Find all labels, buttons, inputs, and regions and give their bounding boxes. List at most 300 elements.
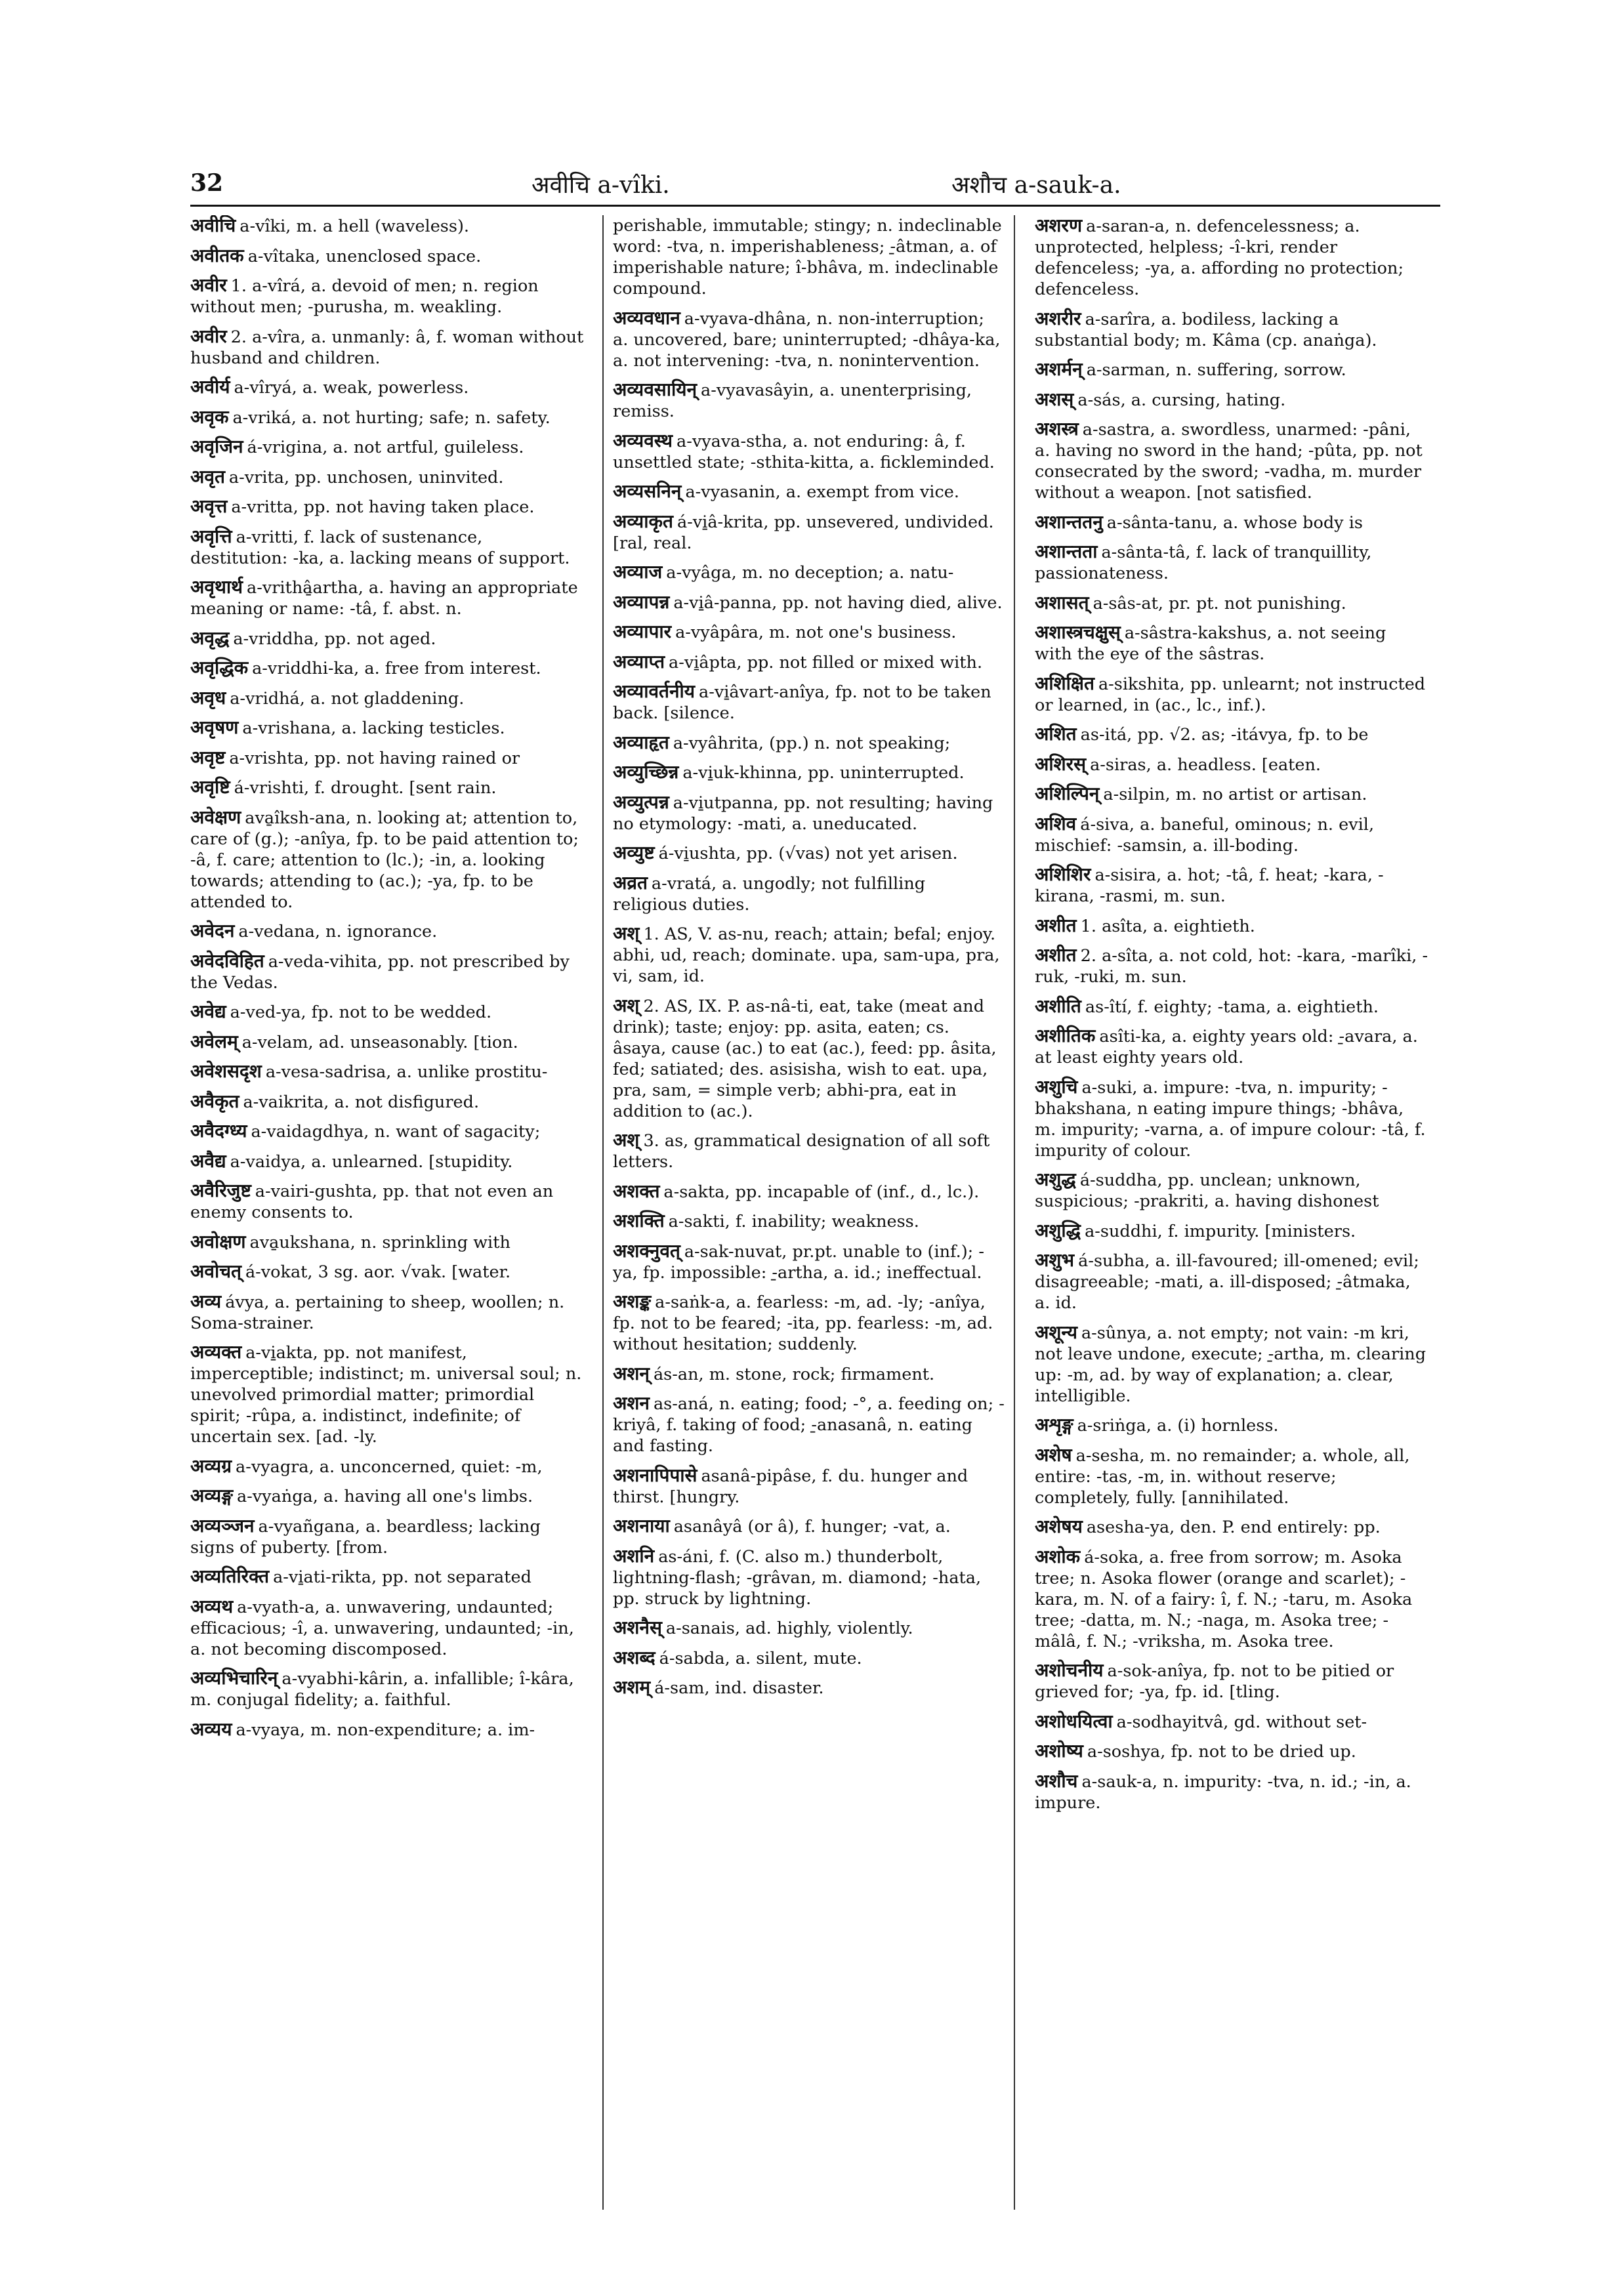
entry-headword: अशीति bbox=[1035, 995, 1081, 1017]
dictionary-entry bbox=[613, 1546, 1005, 1609]
entry-definition: a-sarman, n. suffering, sorrow. bbox=[1086, 360, 1346, 380]
entry-headword: अवेलम् bbox=[190, 1030, 238, 1052]
entry-headword: अशीतिक bbox=[1035, 1025, 1096, 1046]
entry-headword: अवृद्धिक bbox=[190, 657, 249, 678]
entry-definition: as-îtí, f. eighty; -tama, a. eightieth. bbox=[1085, 997, 1379, 1017]
dictionary-entry bbox=[190, 496, 584, 518]
entry-headword: अशोधयित्वा bbox=[1035, 1710, 1113, 1732]
entry-headword: अशक्ति bbox=[613, 1210, 665, 1231]
entry-definition: a-vyaya, m. non-expenditure; a. im- bbox=[236, 1720, 535, 1740]
entry-headword: अशनाया bbox=[613, 1515, 670, 1537]
entry-definition: a-vi̱ati-rikta, pp. not separated bbox=[273, 1567, 531, 1587]
entry-definition: a-sisira, a. hot; -tâ, f. heat; -kara, -kirana, -rasmi, m. sun. bbox=[1035, 865, 1384, 906]
entry-definition: a-vritta, pp. not having taken place. bbox=[231, 497, 535, 517]
entry-headword: अशङ्क bbox=[613, 1291, 652, 1312]
dictionary-entry bbox=[190, 1121, 584, 1142]
entry-definition: a-ved-ya, fp. not to be wedded. bbox=[230, 1003, 492, 1022]
dictionary-entry bbox=[190, 326, 584, 369]
entry-headword: अशम् bbox=[613, 1676, 651, 1698]
dictionary-entry bbox=[190, 1001, 584, 1023]
entry-definition: asesha-ya, den. P. end entirely: pp. bbox=[1086, 1518, 1381, 1537]
dictionary-entry bbox=[613, 732, 1005, 754]
entry-headword: अव्यापार bbox=[613, 621, 672, 642]
entry-definition: a-vairi-gushta, pp. that not even an enemy consents to. bbox=[190, 1182, 554, 1222]
entry-headword: अव्य bbox=[190, 1290, 222, 1312]
entry-headword: अव्याज bbox=[613, 561, 663, 583]
dictionary-entry bbox=[190, 657, 584, 679]
entry-definition: a-vyava-stha, a. not enduring: â, f. unsettled state; -sthita-kitta, a. fickleminded. bbox=[613, 431, 995, 472]
entry-headword: अशीत bbox=[1035, 944, 1077, 966]
entry-headword: अव्रत bbox=[613, 871, 648, 894]
entry-headword: अवैकृत bbox=[190, 1090, 239, 1112]
entry-definition: a-vyaṅga, a. having all one's limbs. bbox=[236, 1487, 533, 1506]
entry-definition: as-itá, pp. √2. as; -itávya, fp. to be bbox=[1080, 725, 1369, 745]
entry-headword: अशब्द bbox=[613, 1646, 656, 1668]
entry-headword: अव्यञ्जन bbox=[190, 1514, 255, 1537]
entry-headword: अव्यावर्तनीय bbox=[613, 680, 696, 702]
dictionary-entry bbox=[1035, 215, 1428, 300]
entry-definition: a-saran-a, n. defencelessness; a. unprotected, helpless; -î-kri, render defenceless; -ya, a. affording no protection; defenceless. bbox=[1035, 217, 1404, 299]
entry-definition: a-vyagra, a. unconcerned, quiet: -m, bbox=[236, 1457, 543, 1477]
dictionary-entry bbox=[190, 1261, 584, 1283]
dictionary-entry bbox=[190, 407, 584, 428]
dictionary-entry bbox=[1035, 1660, 1428, 1703]
dictionary-entry bbox=[1035, 1546, 1428, 1652]
entry-headword: अवीर bbox=[190, 274, 227, 296]
entry-definition: á-vrishti, f. drought. [sent rain. bbox=[234, 778, 497, 798]
entry-definition: ás-an, m. stone, rock; firmament. bbox=[653, 1364, 935, 1384]
entry-definition: 3. as, grammatical designation of all soft letters. bbox=[613, 1131, 990, 1172]
entry-headword: अशिक्षित bbox=[1035, 672, 1094, 694]
dictionary-entry bbox=[190, 215, 584, 237]
dictionary-entry bbox=[1035, 915, 1428, 937]
dictionary-page bbox=[190, 164, 1440, 2211]
dictionary-entry bbox=[190, 807, 584, 913]
entry-headword: अशस् bbox=[1035, 388, 1074, 410]
entry-definition: a-vriká, a. not hurting; safe; n. safety. bbox=[232, 407, 551, 428]
running-header bbox=[190, 164, 1440, 207]
entry-definition: a-silpin, m. no artist or artisan. bbox=[1103, 785, 1367, 804]
entry-headword: अवोक्षण bbox=[190, 1230, 246, 1252]
entry-headword: अशिरस् bbox=[1035, 753, 1087, 775]
dictionary-entry bbox=[190, 1566, 584, 1588]
dictionary-entry bbox=[1035, 754, 1428, 775]
dictionary-entry bbox=[190, 717, 584, 739]
dictionary-entry bbox=[613, 792, 1005, 835]
dictionary-entry bbox=[1035, 1415, 1428, 1436]
entry-headword: अशनि bbox=[613, 1544, 655, 1567]
entry-headword: अव्यक्त bbox=[190, 1341, 242, 1363]
dictionary-entry bbox=[1035, 864, 1428, 907]
dictionary-entry bbox=[190, 951, 584, 993]
entry-definition: a-vi̱âvart-anîya, fp. not to be taken back. [silence. bbox=[613, 682, 991, 723]
entry-headword: अवेशसदृश bbox=[190, 1060, 262, 1082]
entry-definition: a-vaidya, a. unlearned. [stupidity. bbox=[230, 1151, 513, 1172]
entry-definition: a-vritti, f. lack of sustenance, destitution: -ka, a. lacking means of support. bbox=[190, 527, 570, 568]
dictionary-entry bbox=[1035, 592, 1428, 614]
entry-definition: a-sânta-tâ, f. lack of tranquillity, passionateness. bbox=[1035, 543, 1372, 583]
entry-definition: á-vi̱ushta, pp. (√vas) not yet arisen. bbox=[658, 844, 958, 863]
column-2 bbox=[602, 215, 1015, 2210]
dictionary-entry bbox=[1035, 724, 1428, 745]
entry-definition: a-vrithâ̱artha, a. having an appropriate meaning or name: -tâ, f. abst. n. bbox=[190, 578, 578, 619]
dictionary-entry bbox=[190, 1485, 584, 1507]
dictionary-entry bbox=[1035, 1250, 1428, 1313]
entry-definition: 2. a-vîra, a. unmanly: â, f. woman without husband and children. bbox=[190, 327, 584, 368]
entry-headword: अशरण bbox=[1035, 215, 1083, 236]
entry-headword: अव्युत्पन्न bbox=[613, 791, 669, 813]
entry-definition: a-velam, ad. unseasonably. [tion. bbox=[241, 1032, 518, 1052]
entry-headword: अशुचि bbox=[1035, 1075, 1078, 1098]
dictionary-entry bbox=[613, 308, 1005, 371]
dictionary-entry bbox=[190, 1231, 584, 1253]
entry-definition: a-sriṅga, a. (i) hornless. bbox=[1077, 1416, 1279, 1436]
entry-headword: अशिल्पिन् bbox=[1035, 783, 1100, 804]
dictionary-entry bbox=[613, 1516, 1005, 1537]
entry-headword: अव्यग्र bbox=[190, 1455, 232, 1477]
dictionary-entry bbox=[613, 1677, 1005, 1699]
entry-definition: a-suki, a. impure: -tva, n. impurity; -bhakshana, n eating impure things; -bhâva, m. impurity; -varna, a. of impure colour: -tâ, f. impurity of colour. bbox=[1035, 1077, 1426, 1161]
entry-headword: अशुद्ध bbox=[1035, 1168, 1076, 1190]
entry-headword: अशौच bbox=[1035, 1769, 1078, 1792]
entry-definition: a-vrishana, a. lacking testicles. bbox=[242, 718, 505, 738]
dictionary-entry bbox=[1035, 1169, 1428, 1212]
entry-headword: अवैदग्ध्य bbox=[190, 1120, 247, 1142]
entry-definition: a-sanais, ad. highly, violently. bbox=[665, 1619, 913, 1638]
entry-definition: a-sesha, m. no remainder; a. whole, all, entire: -tas, -m, in. without reserve; completely, fully. [annihilated. bbox=[1035, 1445, 1410, 1508]
entry-definition: 2. AS, IX. P. as-nâ-ti, eat, take (meat and drink); taste; enjoy: pp. asita, eaten; cs. âsaya, cause (ac.) to eat (ac.), feed: pp. âsita, fed; satiated; des. asisisha, wish to eat. upa, pra, sam, = simple verb; abhi-pra, eat in addition to (ac.). bbox=[613, 996, 997, 1121]
entry-headword: अश् bbox=[613, 1129, 640, 1151]
entry-definition: a-sakti, f. inability; weakness. bbox=[668, 1212, 919, 1231]
dictionary-entry bbox=[1035, 389, 1428, 411]
entry-definition: a-veda-vihita, pp. not prescribed by the Vedas. bbox=[190, 951, 570, 993]
entry-headword: अव्यापन्न bbox=[613, 590, 670, 613]
entry-definition: a-vîryá, a. weak, powerless. bbox=[234, 378, 469, 398]
dictionary-entry bbox=[190, 1061, 584, 1083]
entry-definition: a-vyabhi-kârin, a. infallible; î-kâra, m. conjugal fidelity; a. faithful. bbox=[190, 1669, 574, 1710]
dictionary-entry bbox=[1035, 1322, 1428, 1407]
entry-headword: अव्यथ bbox=[190, 1595, 234, 1617]
entry-headword: अवेदन bbox=[190, 920, 235, 941]
dictionary-entry bbox=[1035, 1741, 1428, 1762]
entry-definition: a-vrishta, pp. not having rained or bbox=[229, 748, 520, 768]
dictionary-entry bbox=[613, 1181, 1005, 1203]
entry-definition: á-siva, a. baneful, ominous; n. evil, mischief: -samsin, a. ill-boding. bbox=[1035, 814, 1375, 856]
entry-definition: a-sakta, pp. incapable of (inf., d., lc.). bbox=[663, 1182, 980, 1202]
dictionary-entry bbox=[613, 481, 1005, 503]
dictionary-entry bbox=[190, 1719, 584, 1741]
entry-headword: अशनापिपासे bbox=[613, 1464, 697, 1486]
entry-definition: a-vratá, a. ungodly; not fulfilling religious duties. bbox=[613, 873, 926, 915]
dictionary-entry bbox=[190, 777, 584, 798]
entry-definition: as-aná, n. eating; food; -°, a. feeding on; -kriyâ, f. taking of food; -̱anasanâ, n. eating and fasting. bbox=[613, 1394, 1005, 1456]
entry-headword: अवीर्य bbox=[190, 376, 230, 398]
entry-definition: á-soka, a. free from sorrow; m. Asoka tree; n. Asoka flower (orange and scarlet); -kara, m. N. of a fairy: î, f. N.; -taru, m. Asoka tree; -datta, m. N.; -naga, m. Asoka tree; -mâlâ, f. N.; -vriksha, m. Asoka tree. bbox=[1035, 1547, 1413, 1651]
entry-definition: a-sâs-at, pr. pt. not punishing. bbox=[1093, 593, 1346, 613]
entry-definition: a-sás, a. cursing, hating. bbox=[1077, 390, 1286, 410]
entry-headword: अशस्त्र bbox=[1035, 418, 1079, 440]
entry-definition: 1. a-vîrá, a. devoid of men; n. region without men; -purusha, m. weakling. bbox=[190, 276, 539, 317]
dictionary-entry bbox=[190, 1596, 584, 1660]
dictionary-entry bbox=[1035, 541, 1428, 584]
entry-definition: a-vesa-sadrisa, a. unlike prostitu- bbox=[265, 1062, 548, 1082]
entry-headword: अशान्ततनु bbox=[1035, 510, 1103, 533]
entry-headword: अवृष्टि bbox=[190, 776, 230, 798]
entry-headword: अवृद्ध bbox=[190, 627, 230, 649]
entry-headword: अशास्त्रचक्षुस् bbox=[1035, 621, 1121, 643]
dictionary-entry bbox=[190, 1031, 584, 1053]
entry-headword: अशेषय bbox=[1035, 1516, 1083, 1537]
entry-headword: अशान्तता bbox=[1035, 541, 1098, 562]
entry-definition: a-vridhá, a. not gladdening. bbox=[230, 688, 465, 709]
entry-definition: asîti-ka, a. eighty years old: -̱avara, a. at least eighty years old. bbox=[1035, 1027, 1418, 1067]
entry-headword: अवीचि bbox=[190, 215, 236, 236]
entry-headword: अवेदविहित bbox=[190, 949, 264, 972]
entry-headword: अवृष्ट bbox=[190, 746, 226, 768]
entry-definition: a-sûnya, a. not empty; not vain: -m kri, not leave undone, execute; -̱artha, m. clearing up: -m, ad. by way of explanation; a. clear, intelligible. bbox=[1035, 1323, 1426, 1406]
entry-headword: अशोष्य bbox=[1035, 1740, 1083, 1762]
dictionary-entry bbox=[613, 592, 1005, 613]
dictionary-entry bbox=[190, 1342, 584, 1447]
entry-definition: a-sarîra, a. bodiless, lacking a substantial body; m. Kâma (cp. anaṅga). bbox=[1035, 309, 1377, 350]
entry-definition: a-sak-nuvat, pr.pt. unable to (inf.); -ya, fp. impossible: -̱artha, a. id.; ineffectual. bbox=[613, 1241, 984, 1283]
entry-definition: 1. AS, V. as-nu, reach; attain; befal; enjoy. abhi, ud, reach; dominate. upa, sam-upa, pra, vi, sam, id. bbox=[613, 924, 1000, 986]
entry-definition: a-suddhi, f. impurity. [ministers. bbox=[1085, 1221, 1356, 1241]
entry-definition: a-vyâpâra, m. not one's business. bbox=[675, 623, 957, 642]
entry-definition: a-vyasanin, a. exempt from vice. bbox=[685, 482, 959, 502]
entry-headword: अशोक bbox=[1035, 1545, 1081, 1567]
entry-headword: अशृङ्ग bbox=[1035, 1414, 1073, 1436]
entry-definition: as-áni, f. (C. also m.) thunderbolt, lightning-flash; -grâvan, m. diamond; -hata, pp. struck by lightning. bbox=[613, 1546, 982, 1609]
entry-headword: अशिशिर bbox=[1035, 863, 1091, 885]
entry-definition: a-sodhayitvâ, gd. without set- bbox=[1116, 1712, 1367, 1732]
dictionary-entry bbox=[190, 747, 584, 769]
entry-definition: ava̱ukshana, n. sprinkling with bbox=[249, 1232, 510, 1252]
entry-headword: अशक्त bbox=[613, 1180, 660, 1202]
entry-headword: अशन bbox=[613, 1392, 650, 1414]
entry-definition: perishable, immutable; stingy; n. indeclinable word: -tva, n. imperishableness; -̱âtman, a. of imperishable nature; î-bhâva, m. indeclinable compound. bbox=[613, 216, 1002, 299]
entry-headword: अव्याहृत bbox=[613, 731, 669, 753]
dictionary-entry bbox=[613, 1291, 1005, 1355]
entry-definition: a-sikshita, pp. unlearnt; not instructed or learned, in (ac., lc., inf.). bbox=[1035, 674, 1426, 715]
dictionary-entry bbox=[613, 621, 1005, 643]
dictionary-entry bbox=[613, 1363, 1005, 1385]
dictionary-entry bbox=[190, 466, 584, 488]
dictionary-entry bbox=[1035, 359, 1428, 381]
dictionary-entry bbox=[1035, 512, 1428, 533]
entry-headword: अश् bbox=[613, 994, 640, 1016]
dictionary-entry bbox=[190, 275, 584, 318]
dictionary-entry bbox=[1035, 1025, 1428, 1068]
dictionary-entry bbox=[613, 1647, 1005, 1669]
entry-definition: a-vriddhi-ka, a. free from interest. bbox=[252, 659, 541, 678]
left-running-headword: अवीचि a-vîki. bbox=[531, 172, 670, 199]
dictionary-entry bbox=[613, 430, 1005, 473]
entry-headword: अशुद्धि bbox=[1035, 1219, 1081, 1241]
entry-headword: अश् bbox=[613, 922, 640, 944]
entry-definition: a-vyâhrita, (pp.) n. not speaking; bbox=[673, 733, 951, 753]
entry-definition: a-vaidagdhya, n. want of sagacity; bbox=[251, 1122, 541, 1142]
entry-definition: á-subha, a. ill-favoured; ill-omened; evil; disagreeable; -mati, a. ill-disposed; -̱âtmaka, a. id. bbox=[1035, 1251, 1419, 1313]
entry-headword: अवैरिजुष्ट bbox=[190, 1180, 251, 1201]
entry-headword: अवृत्ति bbox=[190, 525, 232, 547]
dictionary-entry bbox=[190, 628, 584, 650]
right-running-headword: अशौच a-sauk-a. bbox=[951, 172, 1121, 199]
entry-headword: अवृत्त bbox=[190, 495, 228, 517]
entry-headword: अशुभ bbox=[1035, 1249, 1075, 1271]
entry-definition: a-saṅk-a, a. fearless: -m, ad. -ly; -anîya, fp. not to be feared; -ita, pp. fearless: -m, ad. without hesitation; suddenly. bbox=[613, 1292, 993, 1354]
entry-headword: अशनैस् bbox=[613, 1617, 662, 1638]
entry-headword: अवीतक bbox=[190, 244, 244, 266]
entry-headword: अवृषण bbox=[190, 716, 239, 738]
entry-headword: अवेद्य bbox=[190, 1001, 226, 1022]
entry-headword: अवृध bbox=[190, 686, 226, 709]
dictionary-entry bbox=[190, 245, 584, 267]
dictionary-entry bbox=[613, 379, 1005, 422]
dictionary-entry bbox=[613, 1210, 1005, 1232]
entry-headword: अवृक bbox=[190, 405, 229, 428]
entry-headword: अव्यङ्ग bbox=[190, 1485, 233, 1506]
dictionary-entry bbox=[1035, 673, 1428, 716]
entry-headword: अशरीर bbox=[1035, 307, 1081, 329]
dictionary-entry bbox=[613, 651, 1005, 673]
entry-headword: अव्यवसायिन् bbox=[613, 379, 697, 400]
entry-headword: अशीत bbox=[1035, 914, 1077, 936]
dictionary-entry bbox=[190, 1151, 584, 1172]
dictionary-entry bbox=[613, 215, 1005, 299]
dictionary-entry bbox=[613, 562, 1005, 583]
entry-headword: अशित bbox=[1035, 723, 1077, 745]
entry-definition: a-vi̱âpta, pp. not filled or mixed with. bbox=[669, 652, 983, 672]
dictionary-entry bbox=[613, 762, 1005, 783]
dictionary-entry bbox=[190, 1516, 584, 1558]
entry-definition: asanâ-pipâse, f. du. hunger and thirst. [hungry. bbox=[613, 1466, 968, 1507]
dictionary-entry bbox=[1035, 1711, 1428, 1733]
entry-definition: a-vedana, n. ignorance. bbox=[238, 922, 438, 941]
entry-definition: a-vi̱â-panna, pp. not having died, alive. bbox=[673, 592, 1003, 613]
entry-headword: अशिव bbox=[1035, 812, 1077, 835]
entry-definition: a-sauk-a, n. impurity: -tva, n. id.; -in, a. impure. bbox=[1035, 1771, 1411, 1813]
entry-definition: a-vyañgana, a. beardless; lacking signs of puberty. [from. bbox=[190, 1516, 541, 1558]
entry-headword: अशासत् bbox=[1035, 591, 1089, 613]
entry-definition: a-vîki, m. a hell (waveless). bbox=[239, 217, 470, 236]
dictionary-entry bbox=[1035, 1516, 1428, 1538]
entry-definition: a-sastra, a. swordless, unarmed: -pâni, a. having no sword in the hand; -pûta, pp. not consecrated by the sword; -vadha, m. murder without a weapon. [not satisfied. bbox=[1035, 420, 1423, 503]
entry-definition: a-vyava-dhâna, n. non-interruption; a. uncovered, bare; uninterrupted; -dhâya-ka, a. not intervening: -tva, n. nonintervention. bbox=[613, 308, 1001, 371]
entry-definition: á-suddha, pp. unclean; unknown, suspicious; -prakriti, a. having dishonest bbox=[1035, 1170, 1379, 1211]
entry-definition: a-vi̱akta, pp. not manifest, imperceptible; indistinct; m. universal soul; n. unevolved primordial matter; primordial spirit; -rûpa, a. indistinct, indefinite; of uncertain sex. [ad. -ly. bbox=[190, 1343, 582, 1447]
dictionary-entry bbox=[613, 1130, 1005, 1172]
entry-headword: अव्युच्छिन्न bbox=[613, 761, 679, 783]
dictionary-entry bbox=[613, 842, 1005, 864]
entry-definition: a-sânta-tanu, a. whose body is bbox=[1106, 512, 1363, 533]
dictionary-entry bbox=[1035, 1220, 1428, 1242]
entry-definition: á-vi̱â-krita, pp. unsevered, undivided. [ral, real. bbox=[613, 512, 994, 553]
columns-container bbox=[190, 215, 1440, 2210]
entry-headword: अवृथार्थ bbox=[190, 576, 243, 598]
entry-definition: a-vîtaka, unenclosed space. bbox=[247, 246, 482, 266]
entry-headword: अवोचत् bbox=[190, 1260, 241, 1282]
dictionary-entry bbox=[1035, 945, 1428, 987]
dictionary-entry bbox=[190, 1668, 584, 1710]
dictionary-entry bbox=[613, 1393, 1005, 1457]
entry-definition: á-sam, ind. disaster. bbox=[654, 1678, 824, 1698]
entry-headword: अव्याकृत bbox=[613, 510, 673, 532]
entry-definition: a-vyavasâyin, a. unenterprising, remiss. bbox=[613, 381, 972, 421]
entry-headword: अव्यय bbox=[190, 1718, 232, 1740]
entry-headword: अव्यभिचारिन् bbox=[190, 1667, 278, 1689]
entry-headword: अशन् bbox=[613, 1362, 650, 1384]
dictionary-entry bbox=[190, 1456, 584, 1478]
dictionary-entry bbox=[613, 873, 1005, 915]
column-1 bbox=[190, 215, 584, 2210]
entry-headword: अशर्मन् bbox=[1035, 358, 1083, 380]
entry-headword: अवृत bbox=[190, 465, 225, 487]
dictionary-entry bbox=[190, 377, 584, 398]
entry-definition: 1. asîta, a. eightieth. bbox=[1080, 916, 1255, 936]
entry-definition: a-vrita, pp. unchosen, uninvited. bbox=[228, 467, 504, 487]
dictionary-entry bbox=[1035, 783, 1428, 805]
dictionary-entry bbox=[1035, 996, 1428, 1018]
entry-definition: a-sok-anîya, fp. not to be pitied or grieved for; -ya, fp. id. [tling. bbox=[1035, 1661, 1394, 1702]
dictionary-entry bbox=[613, 681, 1005, 724]
dictionary-entry bbox=[613, 1241, 1005, 1283]
dictionary-entry bbox=[1035, 1445, 1428, 1508]
entry-headword: अशक्नुवत् bbox=[613, 1239, 680, 1262]
dictionary-entry bbox=[190, 1180, 584, 1223]
entry-definition: a-siras, a. headless. [eaten. bbox=[1090, 755, 1322, 775]
entry-definition: a-vi̱utpanna, pp. not resulting; having no etymology: -mati, a. uneducated. bbox=[613, 793, 993, 834]
entry-headword: अव्यवधान bbox=[613, 306, 680, 329]
entry-definition: a-vyâga, m. no deception; a. natu- bbox=[666, 563, 954, 583]
entry-headword: अशेष bbox=[1035, 1443, 1072, 1466]
dictionary-entry bbox=[1035, 1771, 1428, 1813]
entry-definition: a-vaikrita, a. not disfigured. bbox=[243, 1092, 480, 1112]
entry-definition: a-sâstra-kakshus, a. not seeing with the eye of the sâstras. bbox=[1035, 623, 1386, 664]
dictionary-entry bbox=[190, 1091, 584, 1113]
entry-headword: अशून्य bbox=[1035, 1321, 1077, 1343]
entry-definition: ávya, a. pertaining to sheep, woollen; n. Soma-strainer. bbox=[190, 1292, 565, 1333]
dictionary-entry bbox=[1035, 308, 1428, 351]
dictionary-entry bbox=[1035, 622, 1428, 665]
entry-definition: á-sabda, a. silent, mute. bbox=[659, 1648, 862, 1668]
entry-headword: अवेक्षण bbox=[190, 806, 241, 828]
entry-headword: अव्यसनिन् bbox=[613, 480, 682, 502]
dictionary-entry bbox=[613, 995, 1005, 1122]
dictionary-entry bbox=[190, 436, 584, 458]
dictionary-entry bbox=[190, 577, 584, 619]
entry-headword: अवैद्य bbox=[190, 1149, 226, 1172]
entry-definition: a-vi̱uk-khinna, pp. uninterrupted. bbox=[682, 763, 965, 783]
dictionary-entry bbox=[1035, 1077, 1428, 1161]
dictionary-entry bbox=[613, 1465, 1005, 1508]
entry-definition: ava̱îksh-ana, n. looking at; attention to, care of (g.); -anîya, fp. to be paid attention to; -â, f. care; attention to (lc.); -in, a. looking towards; attending to (ac.); -ya, fp. to be attended to. bbox=[190, 808, 579, 912]
entry-headword: अवीर bbox=[190, 325, 227, 347]
entry-definition: 2. a-sîta, a. not cold, hot: -kara, -marîki, -ruk, -ruki, m. sun. bbox=[1035, 946, 1428, 987]
page-number: 32 bbox=[190, 169, 224, 197]
entry-definition: á-vrigina, a. not artful, guileless. bbox=[247, 438, 524, 457]
dictionary-entry bbox=[1035, 419, 1428, 503]
entry-headword: अव्यतिरिक्त bbox=[190, 1565, 270, 1587]
entry-definition: a-soshya, fp. not to be dried up. bbox=[1087, 1742, 1356, 1762]
entry-definition: asanâyâ (or â), f. hunger; -vat, a. bbox=[673, 1517, 951, 1537]
entry-headword: अवृजिन bbox=[190, 436, 243, 457]
entry-headword: अशोचनीय bbox=[1035, 1659, 1104, 1681]
entry-headword: अव्यवस्थ bbox=[613, 429, 673, 451]
dictionary-entry bbox=[1035, 814, 1428, 856]
dictionary-entry bbox=[613, 511, 1005, 554]
entry-headword: अव्याप्त bbox=[613, 650, 665, 672]
